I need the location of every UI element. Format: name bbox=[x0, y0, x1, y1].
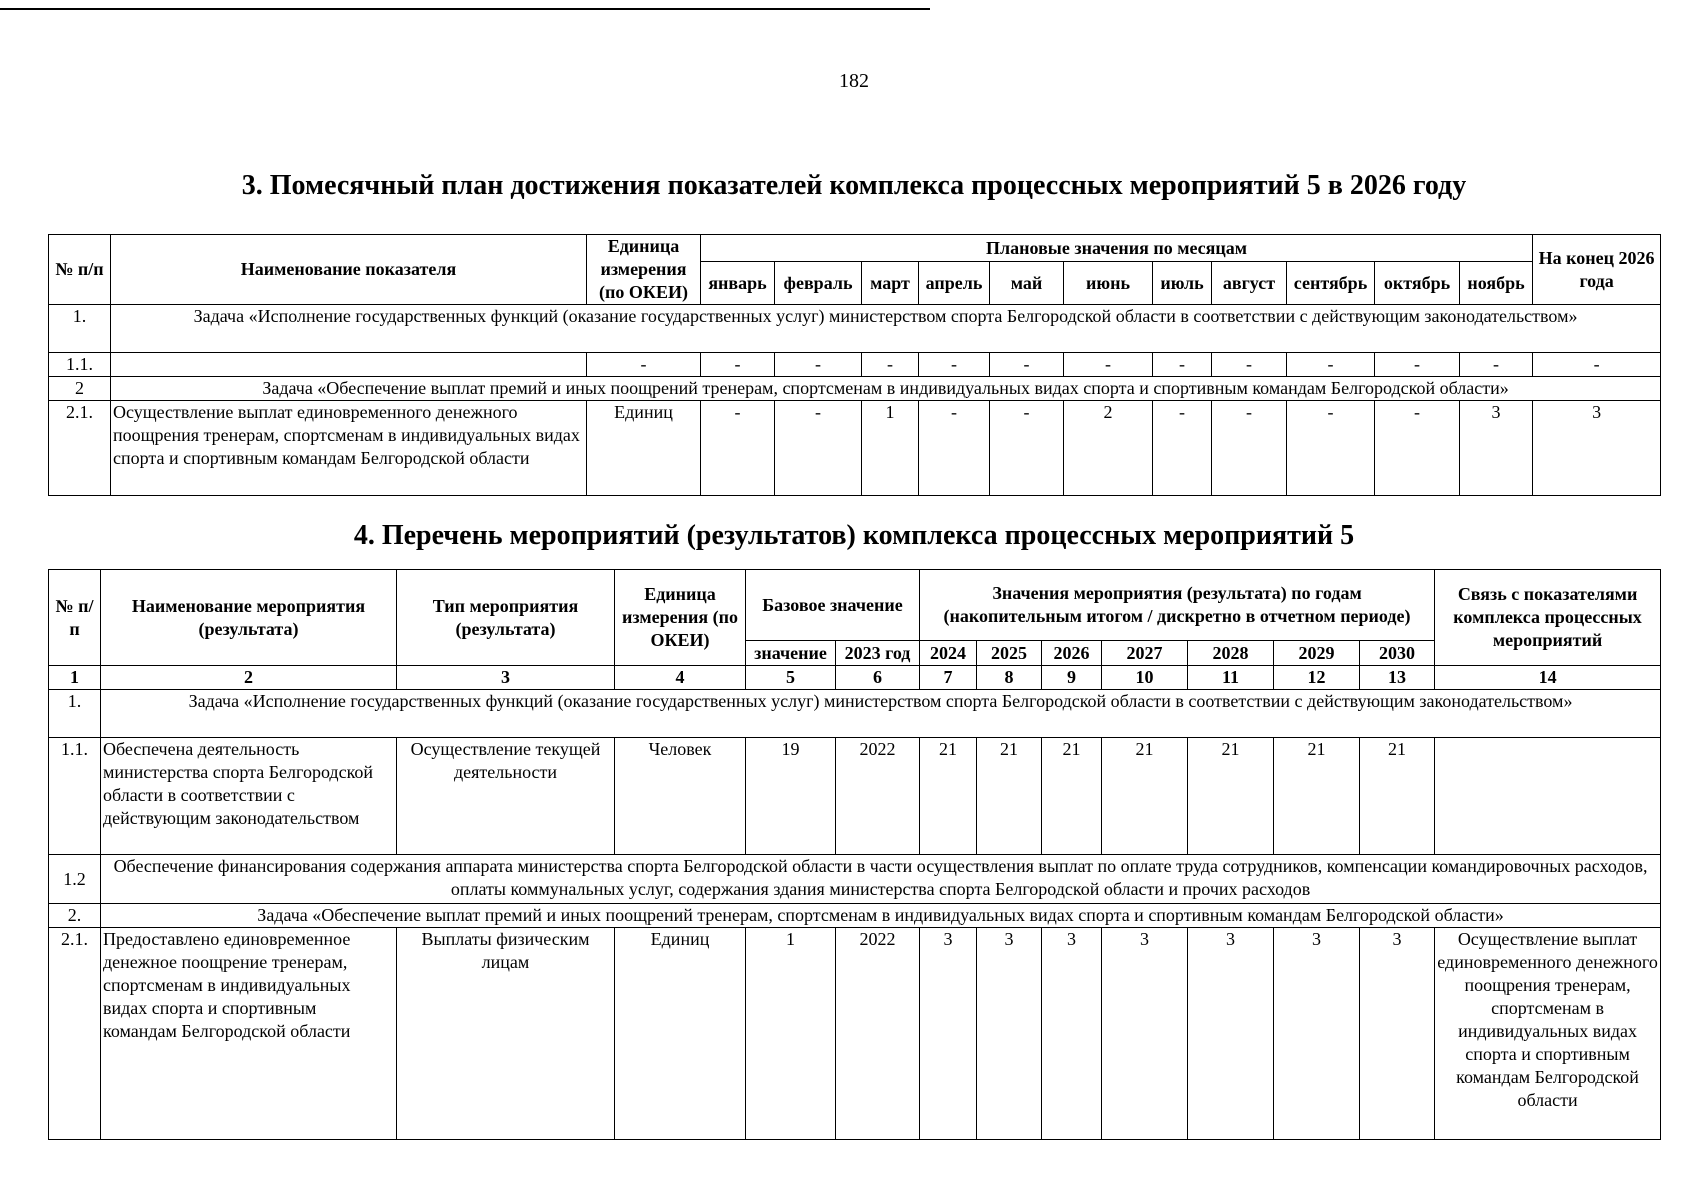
year-value: 21 bbox=[1360, 738, 1435, 855]
month-header: январь bbox=[701, 262, 775, 305]
year-value: 21 bbox=[1274, 738, 1360, 855]
month-value: - bbox=[1460, 353, 1533, 377]
header-type: Тип мероприятия (результата) bbox=[397, 570, 615, 666]
task-num: 2 bbox=[49, 377, 111, 401]
row-base-value: 1 bbox=[746, 928, 836, 1140]
month-header: апрель bbox=[919, 262, 990, 305]
year-header: 2026 bbox=[1042, 641, 1102, 666]
col-number: 12 bbox=[1274, 666, 1360, 690]
task-num: 2. bbox=[49, 904, 101, 928]
header-plan: Плановые значения по месяцам bbox=[701, 235, 1533, 262]
task-num: 1. bbox=[49, 305, 111, 353]
header-years-title: Значения мероприятия (результата) по годам (накопительным итогом / дискретно в отчетном периоде) bbox=[920, 570, 1435, 641]
year-value: 3 bbox=[1042, 928, 1102, 1140]
col-number: 8 bbox=[977, 666, 1042, 690]
row-unit: Единиц bbox=[615, 928, 746, 1140]
year-value: 21 bbox=[1102, 738, 1188, 855]
row-num: 1.1. bbox=[49, 353, 111, 377]
month-value: - bbox=[775, 401, 862, 496]
month-value: 3 bbox=[1460, 401, 1533, 496]
month-header: сентябрь bbox=[1287, 262, 1375, 305]
row-unit: - bbox=[587, 353, 701, 377]
year-value: 3 bbox=[1274, 928, 1360, 1140]
task-row bbox=[49, 377, 1661, 401]
header-base-year: 2023 год bbox=[836, 641, 920, 666]
col-number: 5 bbox=[746, 666, 836, 690]
col-number: 6 bbox=[836, 666, 920, 690]
col-number: 14 bbox=[1435, 666, 1661, 690]
month-value: - bbox=[701, 401, 775, 496]
year-header: 2030 bbox=[1360, 641, 1435, 666]
year-value: 21 bbox=[1042, 738, 1102, 855]
month-header: октябрь bbox=[1375, 262, 1460, 305]
month-header: февраль bbox=[775, 262, 862, 305]
monthly-plan-table bbox=[48, 234, 1661, 496]
table-row bbox=[49, 855, 1661, 904]
month-value: - bbox=[990, 353, 1064, 377]
task-row bbox=[49, 904, 1661, 928]
row-num: 1.2 bbox=[49, 855, 101, 904]
header-unit: Единица измерения (по ОКЕИ) bbox=[615, 570, 746, 666]
month-value: - bbox=[1153, 401, 1212, 496]
end-value: 3 bbox=[1533, 401, 1661, 496]
month-value: - bbox=[701, 353, 775, 377]
row-name: Осуществление выплат единовременного денежного поощрения тренерам, спортсменам в индивидуальных видах спорта и спортивным командам Белгородской области bbox=[111, 401, 587, 496]
row-num: 2.1. bbox=[49, 401, 111, 496]
year-value: 3 bbox=[1102, 928, 1188, 1140]
col-number: 1 bbox=[49, 666, 101, 690]
row-base-year: 2022 bbox=[836, 738, 920, 855]
year-value: 21 bbox=[920, 738, 977, 855]
row-base-value: 19 bbox=[746, 738, 836, 855]
year-header: 2027 bbox=[1102, 641, 1188, 666]
task-text: Задача «Обеспечение выплат премий и иных поощрений тренерам, спортсменам в индивидуальных видах спорта и спортивным командам Белгородской области» bbox=[101, 904, 1661, 928]
month-value: - bbox=[919, 353, 990, 377]
col-number: 2 bbox=[101, 666, 397, 690]
header-num: № п/п bbox=[49, 235, 111, 305]
section-3-title: 3. Помесячный план достижения показателей комплекса процессных мероприятий 5 в 2026 году bbox=[241, 170, 1467, 201]
table-row bbox=[49, 401, 1661, 496]
year-header: 2028 bbox=[1188, 641, 1274, 666]
task-text: Задача «Исполнение государственных функций (оказание государственных услуг) министерством спорта Белгородской области в соответствии с действующим законодательством» bbox=[101, 690, 1661, 738]
month-header: июль bbox=[1153, 262, 1212, 305]
row-name: Обеспечена деятельность министерства спорта Белгородской области в соответствии с действующим законодательством bbox=[101, 738, 397, 855]
month-header: ноябрь bbox=[1460, 262, 1533, 305]
year-value: 3 bbox=[1188, 928, 1274, 1140]
header-base: Базовое значение bbox=[746, 570, 920, 641]
header-unit: Единица измерения (по ОКЕИ) bbox=[587, 235, 701, 305]
month-header: май bbox=[990, 262, 1064, 305]
activities-table bbox=[48, 569, 1661, 1140]
col-number: 11 bbox=[1188, 666, 1274, 690]
month-value: 1 bbox=[862, 401, 919, 496]
year-value: 3 bbox=[1360, 928, 1435, 1140]
month-value: - bbox=[862, 353, 919, 377]
month-value: 2 bbox=[1064, 401, 1153, 496]
col-number: 10 bbox=[1102, 666, 1188, 690]
table-row bbox=[49, 928, 1661, 1140]
header-row bbox=[49, 570, 1661, 641]
month-value: - bbox=[919, 401, 990, 496]
task-text: Задача «Обеспечение выплат премий и иных поощрений тренерам, спортсменам в индивидуальных видах спорта и спортивным командам Белгородской области» bbox=[111, 377, 1661, 401]
row-unit: Человек bbox=[615, 738, 746, 855]
task-row bbox=[49, 305, 1661, 353]
month-value: - bbox=[1375, 353, 1460, 377]
row-num: 2.1. bbox=[49, 928, 101, 1140]
header-end: На конец 2026 года bbox=[1533, 235, 1661, 305]
year-header: 2024 bbox=[920, 641, 977, 666]
top-rule bbox=[0, 8, 930, 10]
year-value: 3 bbox=[977, 928, 1042, 1140]
col-number: 7 bbox=[920, 666, 977, 690]
row-type: Осуществление текущей деятельности bbox=[397, 738, 615, 855]
row-unit: Единиц bbox=[587, 401, 701, 496]
task-num: 1. bbox=[49, 690, 101, 738]
year-header: 2029 bbox=[1274, 641, 1360, 666]
month-value: - bbox=[1153, 353, 1212, 377]
month-value: - bbox=[775, 353, 862, 377]
month-value: - bbox=[1287, 401, 1375, 496]
month-value: - bbox=[1375, 401, 1460, 496]
month-value: - bbox=[1064, 353, 1153, 377]
header-name: Наименование мероприятия (результата) bbox=[101, 570, 397, 666]
page-number: 182 bbox=[839, 70, 869, 92]
task-text: Задача «Исполнение государственных функций (оказание государственных услуг) министерством спорта Белгородской области в соответствии с действующим законодательством» bbox=[111, 305, 1661, 353]
month-header: июнь bbox=[1064, 262, 1153, 305]
col-number: 3 bbox=[397, 666, 615, 690]
header-num: № п/п bbox=[49, 570, 101, 666]
row-link bbox=[1435, 738, 1661, 855]
year-value: 3 bbox=[920, 928, 977, 1140]
table-row bbox=[49, 738, 1661, 855]
row-base-year: 2022 bbox=[836, 928, 920, 1140]
header-name: Наименование показателя bbox=[111, 235, 587, 305]
header-base-value: значение bbox=[746, 641, 836, 666]
year-value: 21 bbox=[977, 738, 1042, 855]
month-header: август bbox=[1212, 262, 1287, 305]
year-header: 2025 bbox=[977, 641, 1042, 666]
month-value: - bbox=[990, 401, 1064, 496]
col-number: 4 bbox=[615, 666, 746, 690]
month-header: март bbox=[862, 262, 919, 305]
row-name: Предоставлено единовременное денежное поощрение тренерам, спортсменам в индивидуальных видах спорта и спортивным командам Белгородской области bbox=[101, 928, 397, 1140]
month-value: - bbox=[1212, 353, 1287, 377]
year-value: 21 bbox=[1188, 738, 1274, 855]
column-number-row bbox=[49, 666, 1661, 690]
header-row bbox=[49, 235, 1661, 262]
table-row bbox=[49, 353, 1661, 377]
col-number: 13 bbox=[1360, 666, 1435, 690]
row-link: Осуществление выплат единовременного денежного поощрения тренерам, спортсменам в индивидуальных видах спорта и спортивным командам Белгородской области bbox=[1435, 928, 1661, 1140]
row-num: 1.1. bbox=[49, 738, 101, 855]
month-value: - bbox=[1212, 401, 1287, 496]
row-type: Выплаты физическим лицам bbox=[397, 928, 615, 1140]
section-4-title: 4. Перечень мероприятий (результатов) комплекса процессных мероприятий 5 bbox=[353, 520, 1355, 551]
col-number: 9 bbox=[1042, 666, 1102, 690]
end-value: - bbox=[1533, 353, 1661, 377]
month-value: - bbox=[1287, 353, 1375, 377]
row-name bbox=[111, 353, 587, 377]
header-link: Связь с показателями комплекса процессных мероприятий bbox=[1435, 570, 1661, 666]
task-row bbox=[49, 690, 1661, 738]
row-text: Обеспечение финансирования содержания аппарата министерства спорта Белгородской области в части осуществления выплат по оплате труда сотрудников, компенсации командировочных расходов, оплаты коммунальных услуг, содержания здания министерства спорта Белгородской области и прочих расходов bbox=[101, 855, 1661, 904]
